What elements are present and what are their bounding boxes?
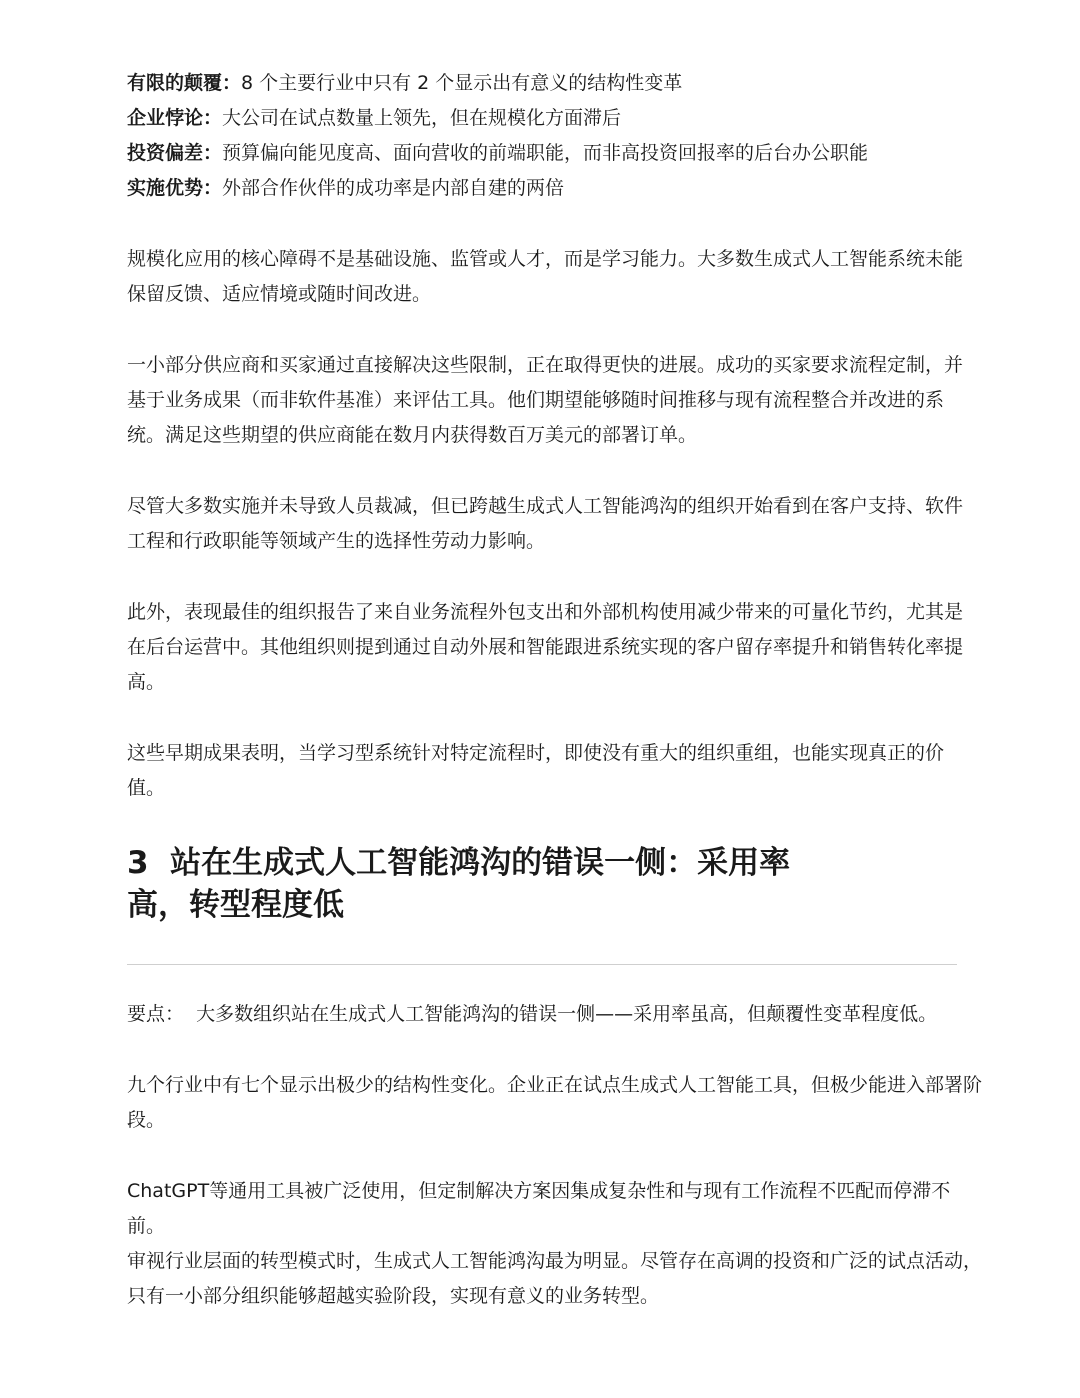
body-paragraph: 这些早期成果表明，当学习型系统针对特定流程时，即使没有重大的组织重组，也能实现真正的价值。 <box>127 742 945 799</box>
finding-item <box>127 136 1007 171</box>
body-paragraph: 尽管大多数实施并未导致人员裁减，但已跨越生成式人工智能鸿沟的组织开始看到在客户支持、软件工程和行政职能等领域产生的选择性劳动力影响。 <box>127 495 964 552</box>
finding-text: 大公司在试点数量上领先，但在规模化方面滞后 <box>222 107 622 129</box>
section-number: 3 <box>127 845 149 881</box>
section-paragraph: 审视行业层面的转型模式时，生成式人工智能鸿沟最为明显。尽管存在高调的投资和广泛的试点活动，只有一小部分组织能够超越实验阶段，实现有意义的业务转型。 <box>127 1250 983 1307</box>
body-paragraph: 规模化应用的核心障碍不是基础设施、监管或人才，而是学习能力。大多数生成式人工智能系统未能保留反馈、适应情境或随时间改进。 <box>127 248 964 305</box>
key-findings-list <box>127 66 1007 206</box>
finding-text: 外部合作伙伴的成功率是内部自建的两倍 <box>222 177 565 199</box>
section-title: 站在生成式人工智能鸿沟的错误一侧：采用率高，转型程度低 <box>127 845 791 923</box>
finding-item <box>127 101 1007 136</box>
finding-text: 预算偏向能见度高、面向营收的前端职能，而非高投资回报率的后台办公职能 <box>222 142 869 164</box>
body-paragraph: 一小部分供应商和买家通过直接解决这些限制，正在取得更快的进展。成功的买家要求流程定制，并基于业务成果（而非软件基准）来评估工具。他们期望能够随时间推移与现有流程整合并改进的系统。满足这些期望的供应商能在数月内获得数百万美元的部署订单。 <box>127 354 964 446</box>
section-paragraph: ChatGPT等通用工具被广泛使用，但定制解决方案因集成复杂性和与现有工作流程不匹配而停滞不前。 <box>127 1180 951 1237</box>
body-paragraph: 此外，表现最佳的组织报告了来自业务流程外包支出和外部机构使用减少带来的可量化节约，尤其是在后台运营中。其他组织则提到通过自动外展和智能跟进系统实现的客户留存率提升和销售转化率提高。 <box>127 601 964 693</box>
finding-text: 8 个主要行业中只有 2 个显示出有意义的结构性变革 <box>241 72 683 94</box>
finding-item <box>127 171 1007 206</box>
key-point <box>127 997 1007 1032</box>
document-page <box>127 66 1007 1314</box>
finding-label: 投资偏差： <box>127 142 223 164</box>
key-point-text: 大多数组织站在生成式人工智能鸿沟的错误一侧——采用率虽高，但颠覆性变革程度低。 <box>196 1003 938 1025</box>
section-divider <box>127 964 957 965</box>
finding-label: 有限的颠覆： <box>127 72 242 94</box>
section-heading <box>127 842 827 926</box>
key-point-label: 要点： <box>127 1003 185 1025</box>
finding-item <box>127 66 1007 101</box>
section-paragraph: 九个行业中有七个显示出极少的结构性变化。企业正在试点生成式人工智能工具，但极少能进入部署阶段。 <box>127 1074 983 1131</box>
finding-label: 企业悖论： <box>127 107 223 129</box>
finding-label: 实施优势： <box>127 177 223 199</box>
